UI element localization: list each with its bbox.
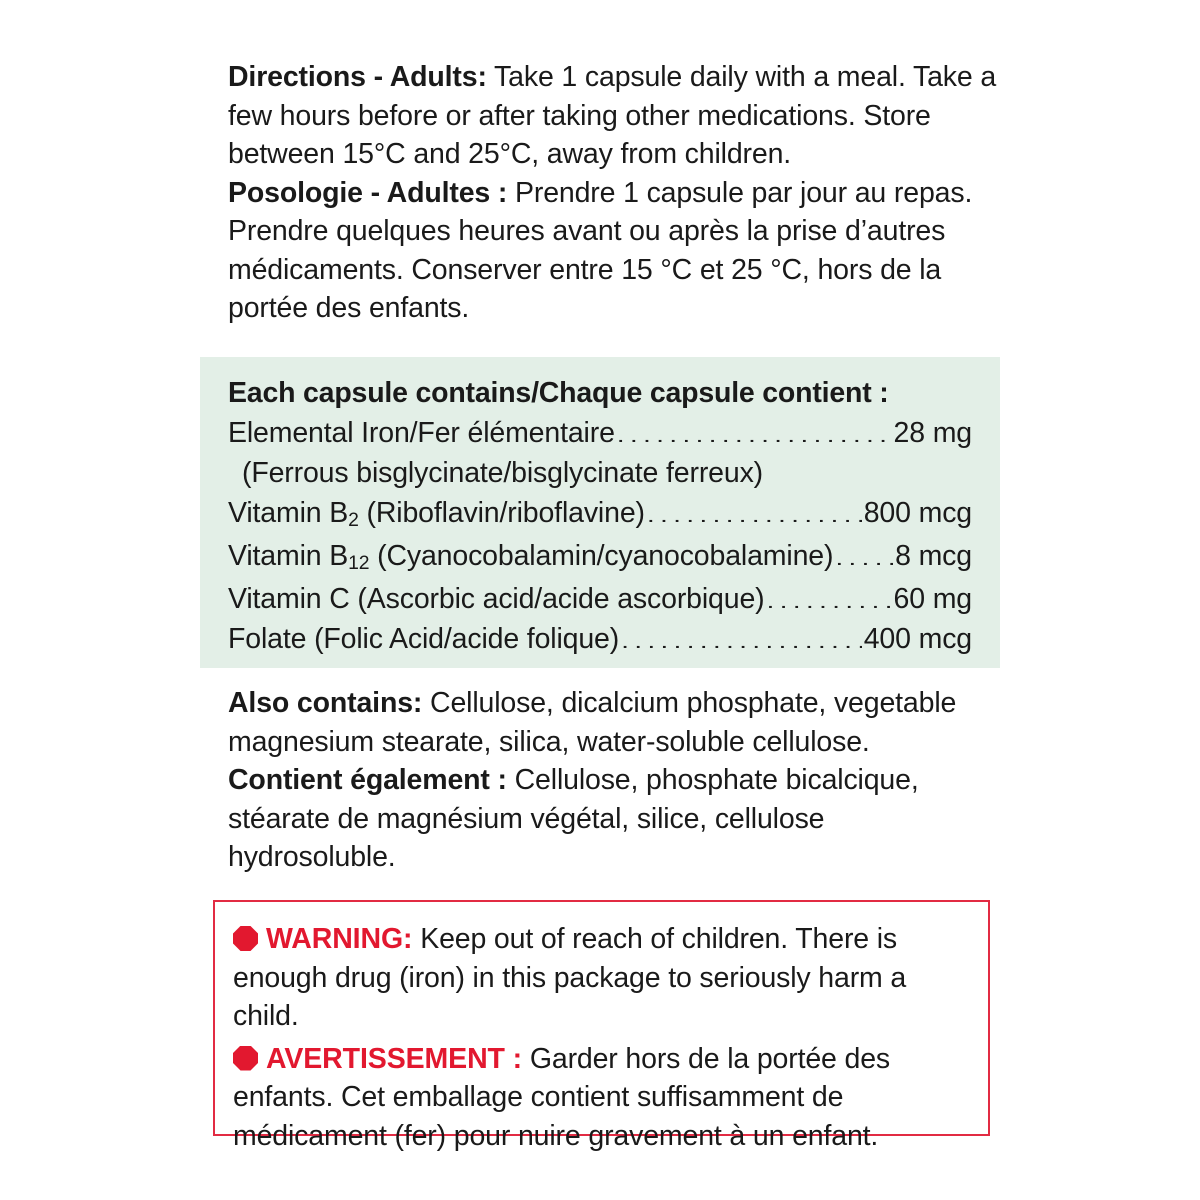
also-contains-fr-text: Cellulose, phosphate bicalcique, stéarate de magnésium végétal, silice, cellulose hydrosoluble. xyxy=(228,764,919,873)
stop-sign-icon xyxy=(233,926,258,951)
also-contains-en-text: Cellulose, dicalcium phosphate, vegetable magnesium stearate, silica, water-soluble cellulose. xyxy=(228,687,957,758)
warning-fr xyxy=(233,1040,966,1156)
ingredient-amount: 60 mg xyxy=(893,583,972,615)
stop-sign-icon xyxy=(233,1046,258,1071)
ingredient-amount: 400 mcg xyxy=(863,623,972,655)
ingredient-amount: 28 mg xyxy=(893,417,972,449)
warning-en-title: WARNING: xyxy=(266,923,413,955)
ingredients-heading: Each capsule contains/Chaque capsule contient : xyxy=(228,377,889,409)
directions-fr-text: Prendre 1 capsule par jour au repas. Prendre quelques heures avant ou après la prise d’autres médicaments. Conserver entre 15 °C et 25 °C, hors de la portée des enfants. xyxy=(228,176,973,324)
also-contains-fr xyxy=(228,761,978,877)
ingredient-name-post: (Cyanocobalamin/cyanocobalamine) xyxy=(369,540,834,572)
warning-en-text: Keep out of reach of children. There is enough drug (iron) in this package to seriously harm a child. xyxy=(233,923,907,1032)
ingredient-name xyxy=(228,493,645,536)
dot-leader xyxy=(617,414,892,443)
ingredient-source-note: (Ferrous bisglycinate/bisglycinate ferreux) xyxy=(242,457,764,489)
directions-fr-heading: Posologie - Adultes : xyxy=(228,176,508,209)
also-contains-fr-heading: Contient également : xyxy=(228,764,507,796)
ingredient-row xyxy=(228,619,1000,659)
ingredient-name-pre: Vitamin B xyxy=(228,540,349,572)
warning-fr-title: AVERTISSEMENT : xyxy=(266,1042,523,1075)
ingredient-row xyxy=(228,493,1000,536)
dot-leader xyxy=(835,537,893,566)
ingredient-name-pre: Vitamin B xyxy=(228,497,349,529)
ingredient-row xyxy=(228,579,1000,619)
directions-section xyxy=(228,46,1000,174)
warning-en xyxy=(233,920,966,1036)
ingredient-subscript: 2 xyxy=(348,509,359,532)
ingredient-name: Vitamin C (Ascorbic acid/acide ascorbique) xyxy=(228,583,765,615)
dot-leader xyxy=(647,494,862,523)
ingredient-row xyxy=(228,536,1000,579)
dot-leader xyxy=(767,580,892,609)
also-contains-en xyxy=(228,684,978,761)
ingredient-name-post: (Riboflavin/riboflavine) xyxy=(358,497,645,529)
also-contains-en-heading: Also contains: xyxy=(228,687,423,719)
posologie-section xyxy=(228,174,1000,328)
also-contains-section xyxy=(228,684,978,877)
ingredient-row xyxy=(228,413,1000,453)
ingredient-name: Elemental Iron/Fer élémentaire xyxy=(228,417,615,449)
ingredient-subscript: 12 xyxy=(348,552,370,575)
dot-leader xyxy=(621,620,862,649)
warning-box xyxy=(213,900,990,1152)
ingredient-amount: 8 mcg xyxy=(895,540,972,572)
directions-en-heading: Directions - Adults: xyxy=(228,61,487,93)
warning-fr-text: Garder hors de la portée des enfants. Cet emballage contient suffisamment de médicament (fer) pour nuire gravement à un enfant. xyxy=(233,1042,891,1152)
ingredient-name xyxy=(228,536,833,579)
ingredient-name: Folate (Folic Acid/acide folique) xyxy=(228,623,620,655)
ingredients-panel xyxy=(200,357,1000,668)
directions-en-text: Take 1 capsule daily with a meal. Take a few hours before or after taking other medications. Store between 15°C and 25°C, away from children. xyxy=(228,61,997,170)
ingredient-amount: 800 mcg xyxy=(863,497,972,529)
